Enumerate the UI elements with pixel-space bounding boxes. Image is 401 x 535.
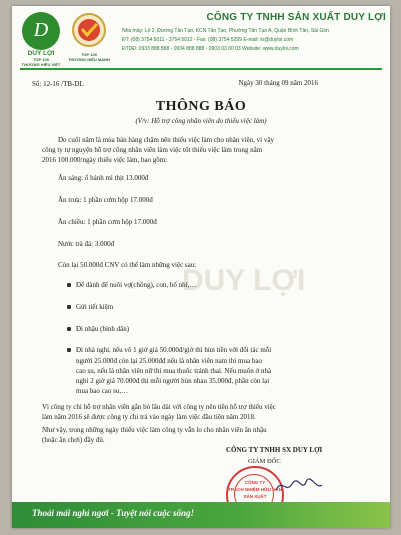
intro-line-1: Do cuối năm là mùa bán hàng chậm nên thiếu việc làm cho nhân viên, vì vậy bbox=[58, 136, 274, 144]
para2-line-1: Vì công ty chỉ hỗ trợ nhân viên gắn bó lâu dài với công ty nên tiền hỗ trợ thiếu việc bbox=[42, 403, 276, 411]
bullet-drinking: Đi nhậu (bình dân) bbox=[76, 325, 130, 333]
badge1-line2: THƯƠNG HIỆU VIỆT bbox=[21, 62, 61, 67]
duy-loi-logo bbox=[22, 12, 60, 50]
stamp-line-2: TRÁCH NHIỆM HỮU HẠN bbox=[228, 487, 282, 492]
bullet-motel-line-1: Đi nhà nghỉ, nếu vô 1 giờ giá 50.000đ/giờ thì hùn tiền với đối tác mỗi bbox=[76, 346, 272, 354]
intro-line-3: 2016 100.000/ngày thiếu việc làm, bao gồm: bbox=[42, 156, 168, 164]
company-name: CÔNG TY TNHH SẢN XUẤT DUY LỢI bbox=[206, 12, 386, 23]
award-badge-icon bbox=[71, 12, 107, 48]
document-number: Số: 12-16 /TB-DL bbox=[32, 80, 84, 88]
document-subtitle: (V/v: Hỗ trợ công nhân viên do thiếu việc làm) bbox=[135, 117, 267, 125]
bullet-motel-line-5: mua bao cao su,… bbox=[76, 387, 129, 395]
stamp-line-1: CÔNG TY bbox=[244, 480, 266, 485]
item-dinner: Ăn chiều: 1 phần cơm hộp 17.000đ bbox=[58, 218, 157, 226]
logo-name: DUY LỢI bbox=[27, 50, 55, 57]
para2-line-2: làm năm 2016 sẽ được công ty chi trả vào ngày làm việc đầu tiên năm 2018. bbox=[42, 413, 256, 421]
watermark: DUY LỢI bbox=[182, 264, 306, 297]
intro-line-2: công ty tự nguyện hỗ trợ công nhân viên làm việc tốt thiếu việc làm trong năm bbox=[42, 146, 263, 154]
bullet-motel-line-3: cao su, nếu là nhân viên nữ thì mua thuốc tránh thai. Nếu muốn ở nhà bbox=[76, 367, 272, 375]
company-hotline: ĐTDĐ: 0933 888 888 - 0934 888 888 - 0903 03 00 03 Website: www.duyloi.com bbox=[122, 46, 299, 52]
item-remaining: Còn lại 50.000đ CNV có thể làm những việc sau: bbox=[58, 261, 197, 269]
bullet-motel-line-2: người 25.000đ còn lại 25.000đđ nếu là nhân viên nam thì mua bao bbox=[76, 357, 262, 365]
signer-title: GIÁM ĐỐC bbox=[248, 458, 281, 465]
signer-company: CÔNG TY TNHH SX DUY LỢI bbox=[226, 446, 323, 454]
document-page bbox=[12, 6, 390, 528]
company-address: Nhà máy: Lô 2, Đường Tân Tạo, KCN Tân Tạo, Phường Tân Tạo A, Quận Bình Tân, Sài Gòn bbox=[122, 28, 329, 34]
item-tea: Nước trà đá: 3.000đ bbox=[58, 240, 115, 248]
badge2-line2: THƯƠNG HIỆU MẠNH bbox=[68, 57, 110, 62]
footer-slogan: Thoải mái nghỉ ngơi - Tuyệt nói cuộc sống! bbox=[32, 508, 195, 518]
bullet-savings: Gửi tiết kiệm bbox=[76, 303, 114, 311]
item-lunch: Ăn trưa: 1 phần cơm hộp 17.000đ bbox=[58, 196, 153, 204]
badge2-line1: TOP 100 bbox=[81, 52, 97, 57]
para3-line-2: (hoặc ăn chơi) đầy đủ. bbox=[42, 436, 105, 444]
logo-letter: D bbox=[33, 19, 49, 41]
stamp-line-3: SẢN XUẤT bbox=[243, 494, 267, 499]
bullet-motel-line-4: nghỉ 2 giờ giá 70.000đ thì mỗi người hùn nhau 35.000đ, phần còn lại bbox=[76, 377, 270, 385]
document-date: Ngày 30 tháng 09 năm 2016 bbox=[238, 79, 318, 87]
header-divider bbox=[20, 68, 382, 70]
badge1-line1: TOP 100 bbox=[33, 57, 49, 62]
para3-line-1: Như vậy, trong những ngày thiếu việc làm công ty vẫn lo cho nhân viên ăn nhậu bbox=[42, 426, 267, 434]
company-phone: ĐT: (08) 3754 5011 - 3754 5012 - Fax: (08) 3754 5299 E-mail: lo@duyloi.com bbox=[122, 37, 294, 43]
bullet-save-family: Để dành để nuôi vợ(chồng), con, bố nhí,… bbox=[76, 281, 197, 289]
item-breakfast: Ăn sáng: ổ bánh mì thịt 13.000đ bbox=[58, 174, 149, 182]
signature-icon bbox=[274, 476, 324, 496]
document-title: THÔNG BÁO bbox=[155, 99, 247, 114]
